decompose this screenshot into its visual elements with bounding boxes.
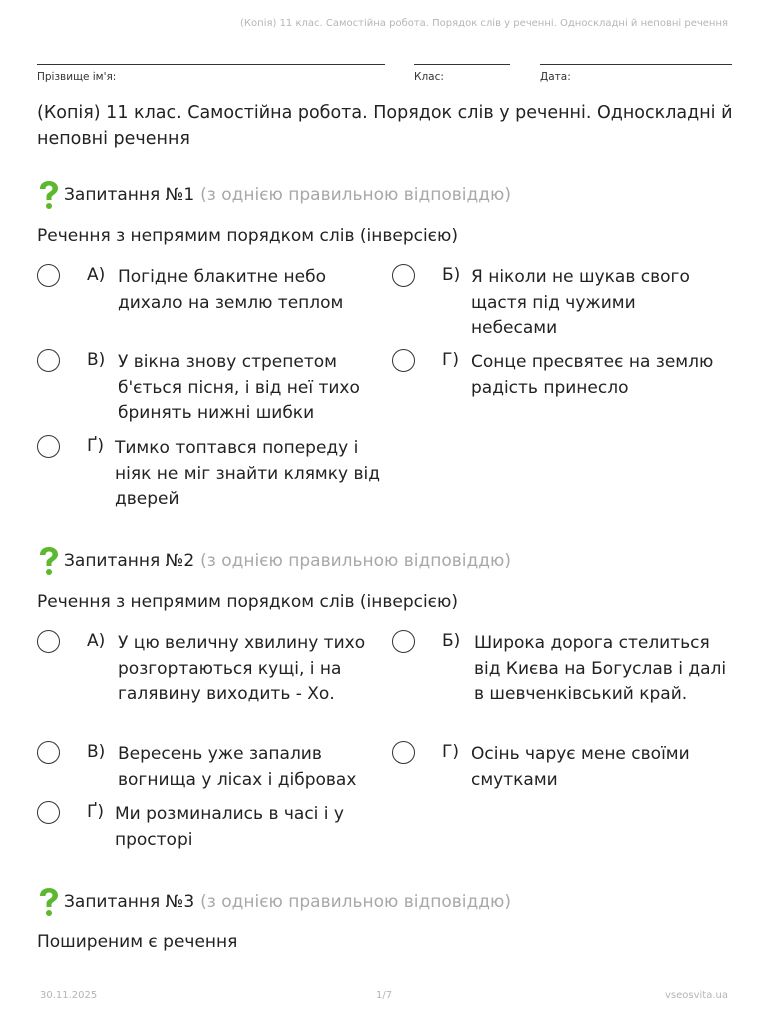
option-letter: А) (87, 631, 106, 651)
question-3-header (37, 887, 511, 917)
date-line[interactable] (540, 64, 732, 65)
option-text: Широка дорога стелиться від Києва на Богуслав і далі в шевченківський край. (474, 633, 727, 705)
radio-circle-icon[interactable] (37, 741, 60, 764)
footer-page-number: 1/7 (376, 990, 393, 1001)
footer-date: 30.11.2025 (40, 990, 98, 1001)
option-text: У цю величну хвилину тихо розгортаються кущі, і на галявину виходить - Хо. (118, 633, 366, 705)
header-title: (Копія) 11 клас. Самостійна робота. Порядок слів у реченні. Односкладні й неповні речення (240, 18, 728, 29)
question-mark-icon (37, 546, 61, 576)
footer-site[interactable]: vseosvita.ua (665, 990, 728, 1001)
question-2-text: Речення з непрямим порядком слів (інверсією) (37, 592, 458, 612)
option-letter: Ґ) (87, 436, 104, 456)
question-1-type: (з однією правильною відповіддю) (200, 185, 511, 205)
question-2-type: (з однією правильною відповіддю) (200, 551, 511, 571)
option-letter: Б) (442, 265, 461, 285)
radio-circle-icon[interactable] (37, 630, 60, 653)
option-letter: А) (87, 265, 106, 285)
option-letter: Г) (442, 350, 459, 370)
option-text: Погідне блакитне небо дихало на землю теплом (118, 267, 344, 313)
option-text: У вікна знову стрепетом б'ється пісня, і від неї тихо бринять нижні шибки (118, 352, 360, 424)
option-text: Тимко топтався попереду і ніяк не міг знайти клямку від дверей (115, 438, 380, 510)
option-text: Осінь чарує мене своїми смутками (471, 744, 690, 790)
question-1-header (37, 180, 511, 210)
date-label: Дата: (540, 71, 571, 83)
question-3-label: Запитання №3 (64, 892, 195, 912)
question-3-type: (з однією правильною відповіддю) (200, 892, 511, 912)
radio-circle-icon[interactable] (392, 630, 415, 653)
radio-circle-icon[interactable] (37, 801, 60, 824)
option-letter: В) (87, 742, 106, 762)
question-1-label: Запитання №1 (64, 185, 195, 205)
question-2-label: Запитання №2 (64, 551, 195, 571)
question-1-text: Речення з непрямим порядком слів (інверсією) (37, 226, 458, 246)
radio-circle-icon[interactable] (392, 349, 415, 372)
question-mark-icon (37, 180, 61, 210)
option-text: Вересень уже запалив вогнища у лісах і дібровах (118, 744, 357, 790)
class-line[interactable] (414, 64, 510, 65)
question-3-text: Поширеним є речення (37, 932, 238, 952)
radio-circle-icon[interactable] (37, 349, 60, 372)
option-text: Сонце пресвятеє на землю радість принесло (471, 352, 714, 398)
option-letter: Ґ) (87, 802, 104, 822)
radio-circle-icon[interactable] (37, 264, 60, 287)
option-letter: Б) (442, 631, 461, 651)
radio-circle-icon[interactable] (392, 264, 415, 287)
question-2-header (37, 546, 511, 576)
question-mark-icon (37, 887, 61, 917)
class-label: Клас: (414, 71, 444, 83)
option-text: Я ніколи не шукав свого щастя під чужими небесами (471, 267, 690, 339)
document-title: (Копія) 11 клас. Самостійна робота. Порядок слів у реченні. Односкладні й неповні речення (37, 103, 733, 149)
radio-circle-icon[interactable] (37, 435, 60, 458)
name-line[interactable] (37, 64, 385, 65)
option-text: Ми розминались в часі і у просторі (115, 804, 344, 850)
option-letter: В) (87, 350, 106, 370)
name-label: Прізвище ім'я: (37, 71, 117, 83)
option-letter: Г) (442, 742, 459, 762)
radio-circle-icon[interactable] (392, 741, 415, 764)
